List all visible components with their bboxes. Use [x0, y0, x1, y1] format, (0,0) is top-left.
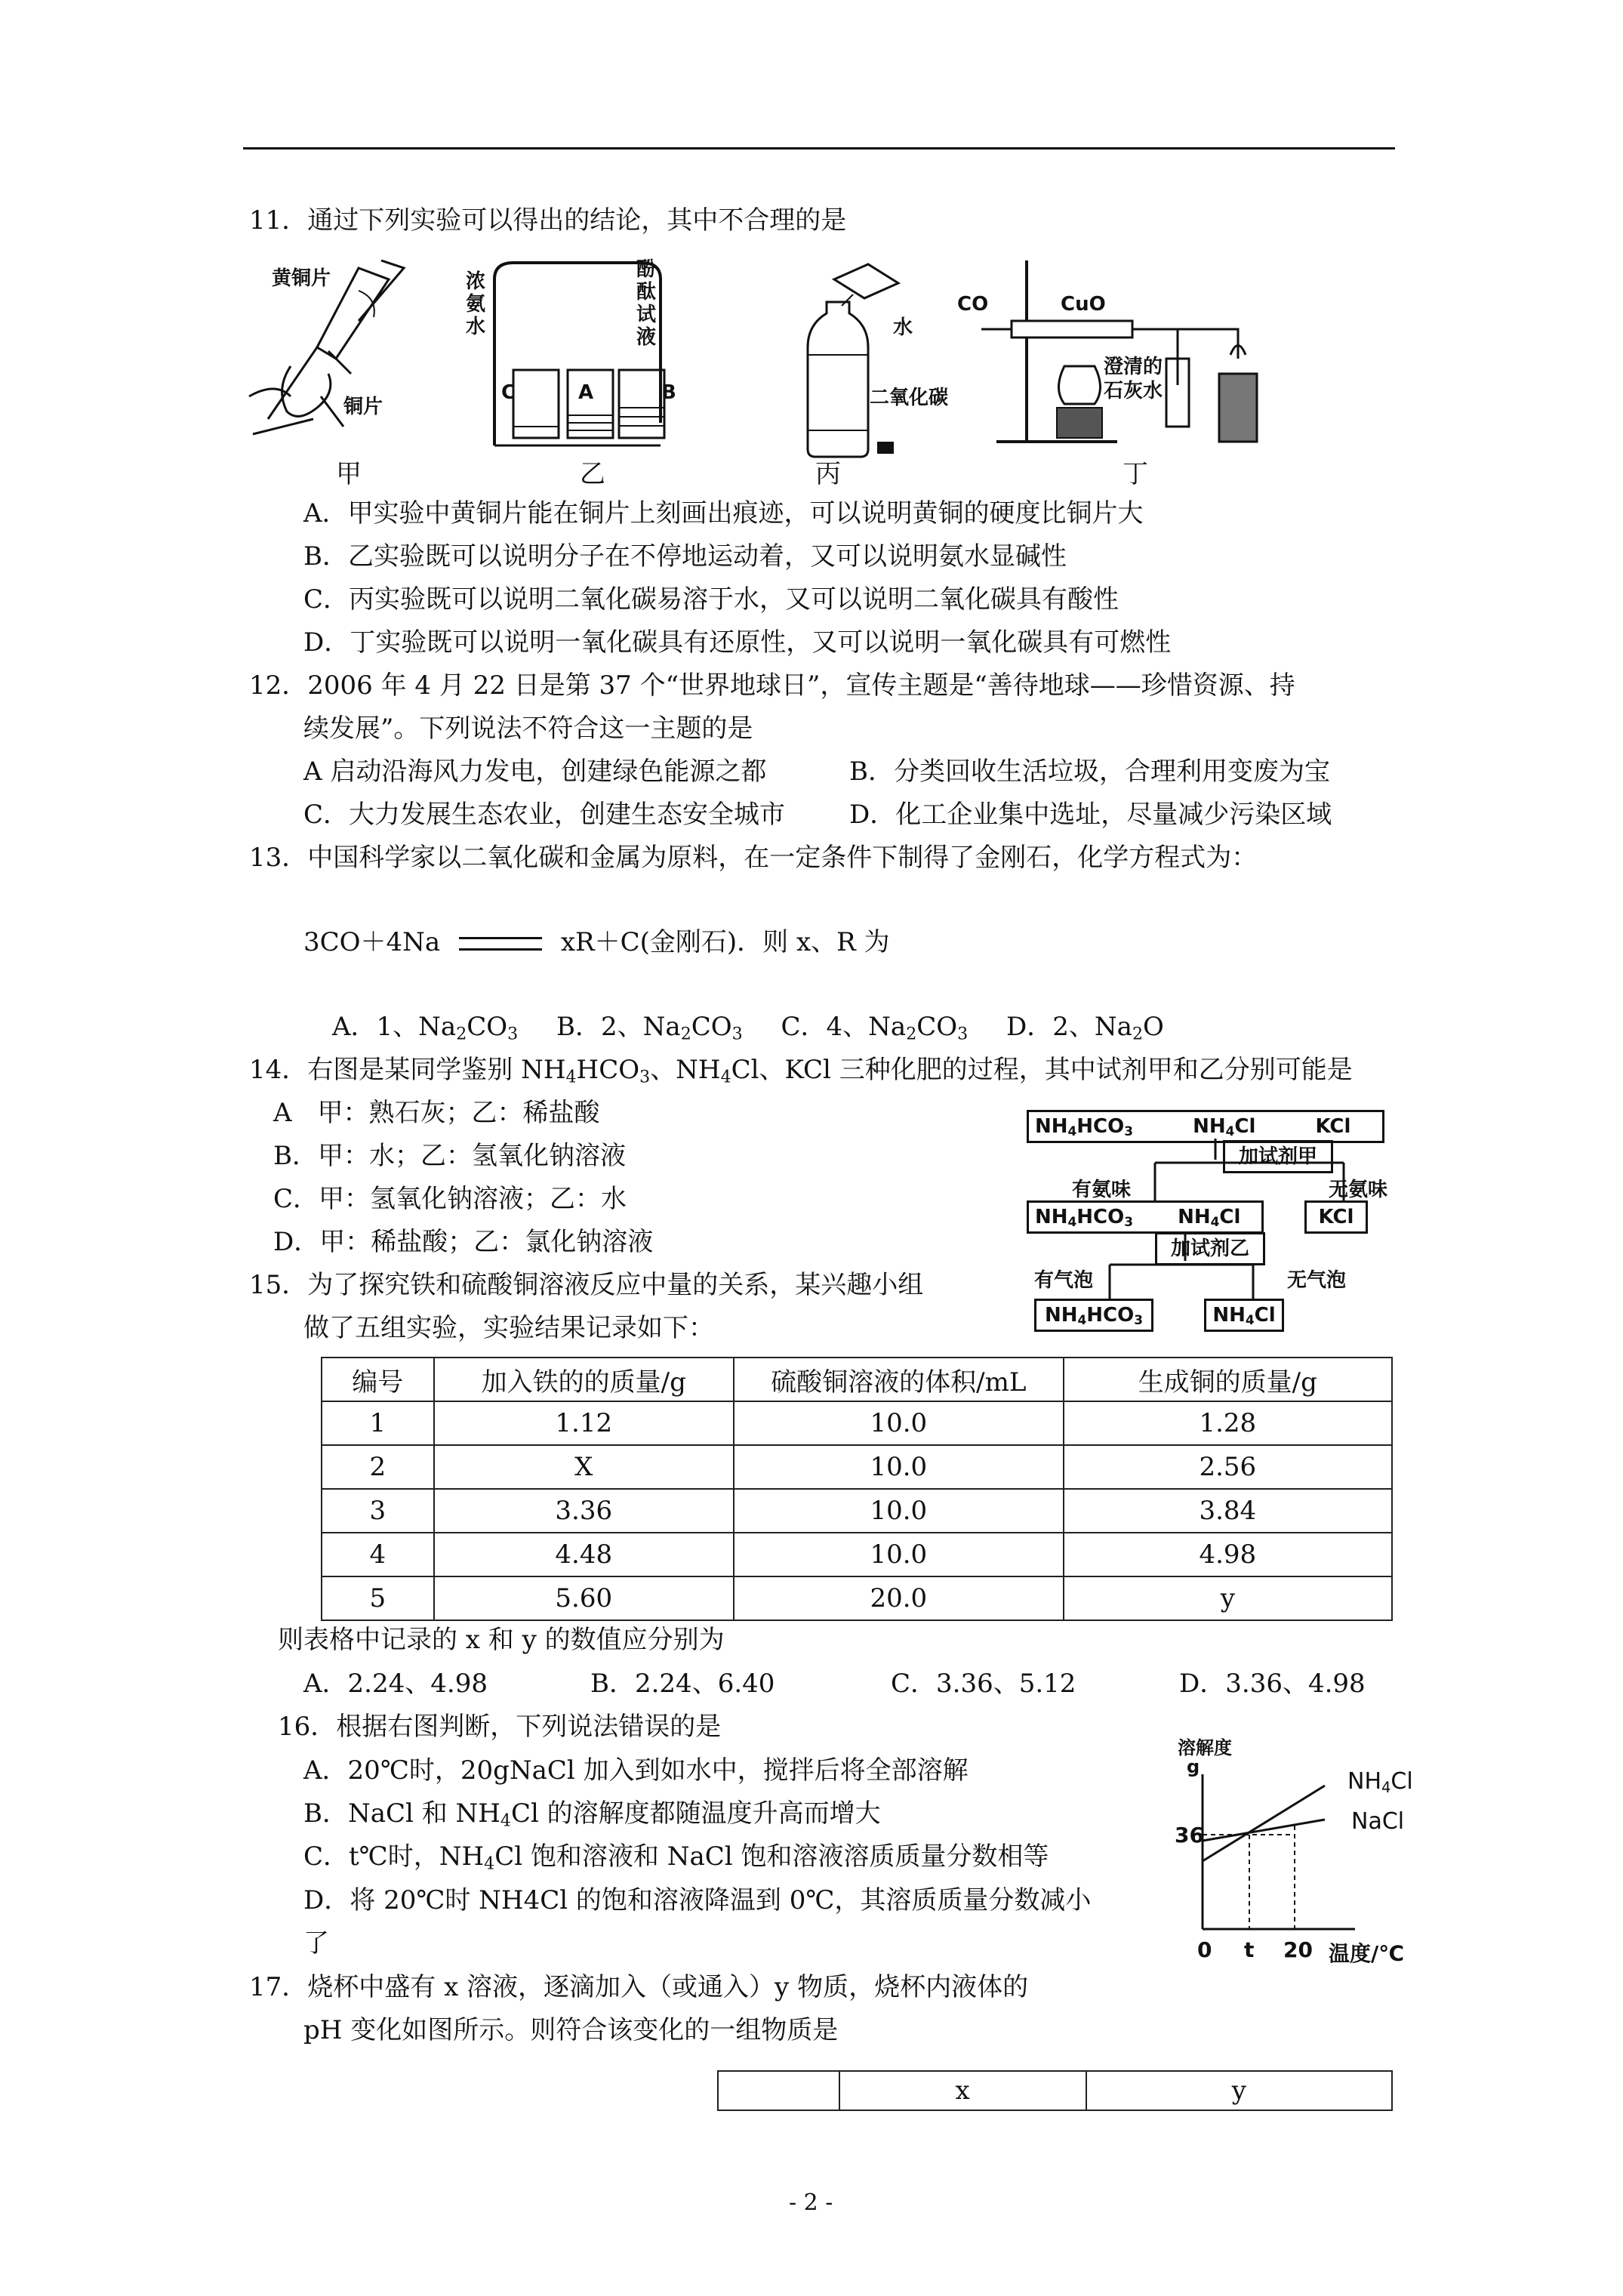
q14-option-c: C．甲：氢氧化钠溶液；乙：水 — [273, 1184, 627, 1214]
fig-label-yi: 乙 — [580, 459, 605, 489]
limewater-label: 澄清的 石灰水 — [1104, 356, 1163, 402]
q17-stem-line1: 17．烧杯中盛有 x 溶液，逐滴加入（或通入）y 物质，烧杯内液体的 — [249, 1972, 1029, 2002]
table-cell: 10.0 — [734, 1533, 1064, 1576]
table-cell: 3 — [322, 1489, 434, 1533]
header-rule — [243, 147, 1395, 149]
q13-eq-right: xR＋C(金刚石)．则 x、R 为 — [560, 927, 890, 957]
table-cell: 4.98 — [1064, 1533, 1392, 1576]
graph-tick-36: 36 — [1175, 1823, 1204, 1848]
table-row — [322, 1401, 1392, 1445]
flow-result-nh4cl: $NH_4Cl$ — [1204, 1299, 1284, 1332]
q15-stem-line1: 15．为了探究铁和硫酸铜溶液反应中量的关系，某兴趣小组 — [249, 1270, 924, 1300]
q12-option-d: D．化工企业集中选址，尽量减少污染区域 — [849, 800, 1332, 830]
fig-label-ding: 丁 — [1123, 459, 1148, 489]
flow-reagent-jia: 加试剂甲 — [1223, 1140, 1333, 1173]
q16-option-c: C．t℃时，$NH_4Cl$ 饱和溶液和 NaCl 饱和溶液溶质质量分数相等 — [303, 1841, 1049, 1874]
table-cell: 5 — [322, 1576, 434, 1620]
q14-stem: 14．右图是某同学鉴别 $NH_4HCO_3$、$NH_4Cl$、KCl 三种化肥的过程，其中试剂甲和乙分别可能是 — [249, 1055, 1353, 1087]
q15-stem-line2: 做了五组实验，实验结果记录如下： — [303, 1313, 714, 1343]
q15-option-d: D．3.36、4.98 — [1179, 1669, 1366, 1699]
table-header: 加入铁的的质量/g — [434, 1358, 734, 1401]
q11-option-c: C．丙实验既可以说明二氧化碳易溶于水，又可以说明二氧化碳具有酸性 — [303, 584, 1119, 615]
huangtong-label: 黄铜片 — [272, 267, 331, 290]
fentai-label: 酚 酞 试 液 — [636, 258, 656, 349]
q16-stem: 16．根据右图判断，下列说法错误的是 — [278, 1712, 722, 1742]
q13-stem: 13．中国科学家以二氧化碳和金属为原料，在一定条件下制得了金刚石，化学方程式为： — [249, 843, 1258, 873]
flow-result-nh4hco3: $NH_4HCO_3$ — [1034, 1299, 1153, 1332]
tong-label: 铜片 — [343, 396, 383, 418]
fig-label-bing: 丙 — [815, 459, 841, 489]
q17-stem-line2: pH 变化如图所示。则符合该变化的一组物质是 — [303, 2015, 839, 2045]
q13-option-d: D．2、$Na_2O$ — [1006, 1012, 1164, 1044]
beaker-a-label: A — [578, 381, 594, 404]
graph-yunit: g — [1187, 1756, 1200, 1777]
q11-figure-bing — [785, 242, 951, 461]
fig-label-jia: 甲 — [336, 459, 362, 489]
co2-label: 二氧化碳 — [870, 387, 949, 409]
q14-option-d: D．甲：稀盐酸；乙：氯化钠溶液 — [273, 1227, 654, 1257]
graph-tick-20: 20 — [1283, 1937, 1313, 1962]
q16-option-d-line1: D．将 20℃时 NH4Cl 的饱和溶液降温到 0℃，其溶质质量分数减小 — [303, 1885, 1092, 1915]
beaker-b-label: B — [661, 381, 676, 404]
table-row — [322, 1533, 1392, 1576]
q12-option-a: A 启动沿海风力发电，创建绿色能源之都 — [303, 757, 767, 787]
q12-stem-line2: 续发展”。下列说法不符合这一主题的是 — [303, 713, 753, 744]
flow-box-mid: $NH_4HCO_3$ $NH_4Cl$ — [1027, 1200, 1264, 1234]
table-cell: 3.84 — [1064, 1489, 1392, 1533]
table-header: 编号 — [322, 1358, 434, 1401]
q15-option-a: A．2.24、4.98 — [303, 1669, 488, 1699]
table-header: x — [839, 2071, 1086, 2110]
flow-wuqipao: 无气泡 — [1287, 1269, 1347, 1292]
beaker-c-label: C — [501, 381, 516, 404]
shui-label: 水 — [893, 316, 913, 339]
q13-option-a: A．1、$Na_2CO_3$ — [332, 1012, 519, 1044]
q13-eq-left: 3CO＋4Na — [303, 927, 441, 957]
flow-box-kcl: KCl — [1304, 1200, 1368, 1234]
q15-option-b: B．2.24、6.40 — [590, 1669, 775, 1699]
table-cell: 20.0 — [734, 1576, 1064, 1620]
table-cell: 10.0 — [734, 1445, 1064, 1489]
graph-xlabel: 温度/℃ — [1329, 1941, 1405, 1966]
q17-table — [717, 2070, 1393, 2111]
table-cell: 3.36 — [434, 1489, 734, 1533]
page-number: - 2 - — [789, 2190, 833, 2216]
co-label: CO — [957, 293, 989, 316]
table-cell: 1 — [322, 1401, 434, 1445]
flow-anwei: 有氨味 — [1072, 1179, 1132, 1201]
q12-stem-line1: 12．2006 年 4 月 22 日是第 37 个“世界地球日”，宣传主题是“善待地球——珍惜资源、持 — [249, 670, 1295, 701]
table-cell: 5.60 — [434, 1576, 734, 1620]
graph-tick-t: t — [1244, 1937, 1255, 1962]
q13-option-c: C．4、$Na_2CO_3$ — [781, 1012, 969, 1044]
graph-tick-0: 0 — [1197, 1937, 1212, 1962]
table-row — [322, 1489, 1392, 1533]
table-cell: 4.48 — [434, 1533, 734, 1576]
table-cell: 1.28 — [1064, 1401, 1392, 1445]
table-cell: 10.0 — [734, 1401, 1064, 1445]
table-cell: y — [1064, 1576, 1392, 1620]
table-header: 生成铜的质量/g — [1064, 1358, 1392, 1401]
graph-legend-nacl: NaCl — [1351, 1808, 1405, 1835]
q11-option-b: B．乙实验既可以说明分子在不停地运动着，又可以说明氨水显碱性 — [303, 541, 1067, 572]
q15-table — [321, 1357, 1393, 1621]
q14-option-a: A 甲：熟石灰；乙：稀盐酸 — [273, 1098, 600, 1128]
table-cell — [718, 2071, 839, 2110]
q12-option-b: B．分类回收生活垃圾，合理利用变废为宝 — [849, 757, 1330, 787]
graph-legend-nh4cl: $NH_4Cl$ — [1347, 1768, 1413, 1796]
q14-option-b: B．甲：水；乙：氢氧化钠溶液 — [273, 1141, 626, 1171]
q11-stem: 11．通过下列实验可以得出的结论，其中不合理的是 — [249, 205, 847, 236]
flow-box-top: $NH_4HCO_3$ $NH_4Cl$ KCl — [1027, 1110, 1384, 1143]
nongan-label: 浓 氨 水 — [465, 270, 485, 338]
q16-option-a: A．20℃时，20gNaCl 加入到如水中，搅拌后将全部溶解 — [303, 1755, 969, 1786]
flow-reagent-yi: 加试剂乙 — [1155, 1232, 1265, 1265]
table-cell: 4 — [322, 1533, 434, 1576]
q13-option-b: B．2、$Na_2CO_3$ — [556, 1012, 743, 1044]
table-cell: 2 — [322, 1445, 434, 1489]
q15-after: 则表格中记录的 x 和 y 的数值应分别为 — [278, 1625, 725, 1655]
table-cell: 1.12 — [434, 1401, 734, 1445]
table-header-row — [322, 1358, 1392, 1401]
table-cell: X — [434, 1445, 734, 1489]
q15-option-c: C．3.36、5.12 — [891, 1669, 1076, 1699]
q16-option-b: B．NaCl 和 $NH_4Cl$ 的溶解度都随温度升高而增大 — [303, 1798, 881, 1831]
table-row — [322, 1576, 1392, 1620]
table-row — [718, 2071, 1392, 2110]
q16-option-d-line2: 了 — [303, 1928, 329, 1959]
graph-ylabel: 溶解度 — [1178, 1737, 1232, 1758]
table-cell: 2.56 — [1064, 1445, 1392, 1489]
q11-option-d: D．丁实验既可以说明一氧化碳具有还原性，又可以说明一氧化碳具有可燃性 — [303, 627, 1172, 658]
flow-qipao: 有气泡 — [1034, 1269, 1094, 1292]
q11-figure-ding — [981, 253, 1268, 449]
q11-option-a: A．甲实验中黄铜片能在铜片上刻画出痕迹，可以说明黄铜的硬度比铜片大 — [303, 498, 1144, 529]
q13-eq-sign — [459, 937, 542, 951]
cuo-label: CuO — [1061, 293, 1106, 316]
q13-options — [332, 1012, 1164, 1042]
q13-equation — [303, 927, 890, 957]
table-row — [322, 1445, 1392, 1489]
table-header: y — [1086, 2071, 1392, 2110]
table-header: 硫酸铜溶液的体积/mL — [734, 1358, 1064, 1401]
flow-wuanwei: 无氨味 — [1329, 1179, 1388, 1201]
q12-option-c: C．大力发展生态农业，创建生态安全城市 — [303, 800, 786, 830]
table-cell: 10.0 — [734, 1489, 1064, 1533]
